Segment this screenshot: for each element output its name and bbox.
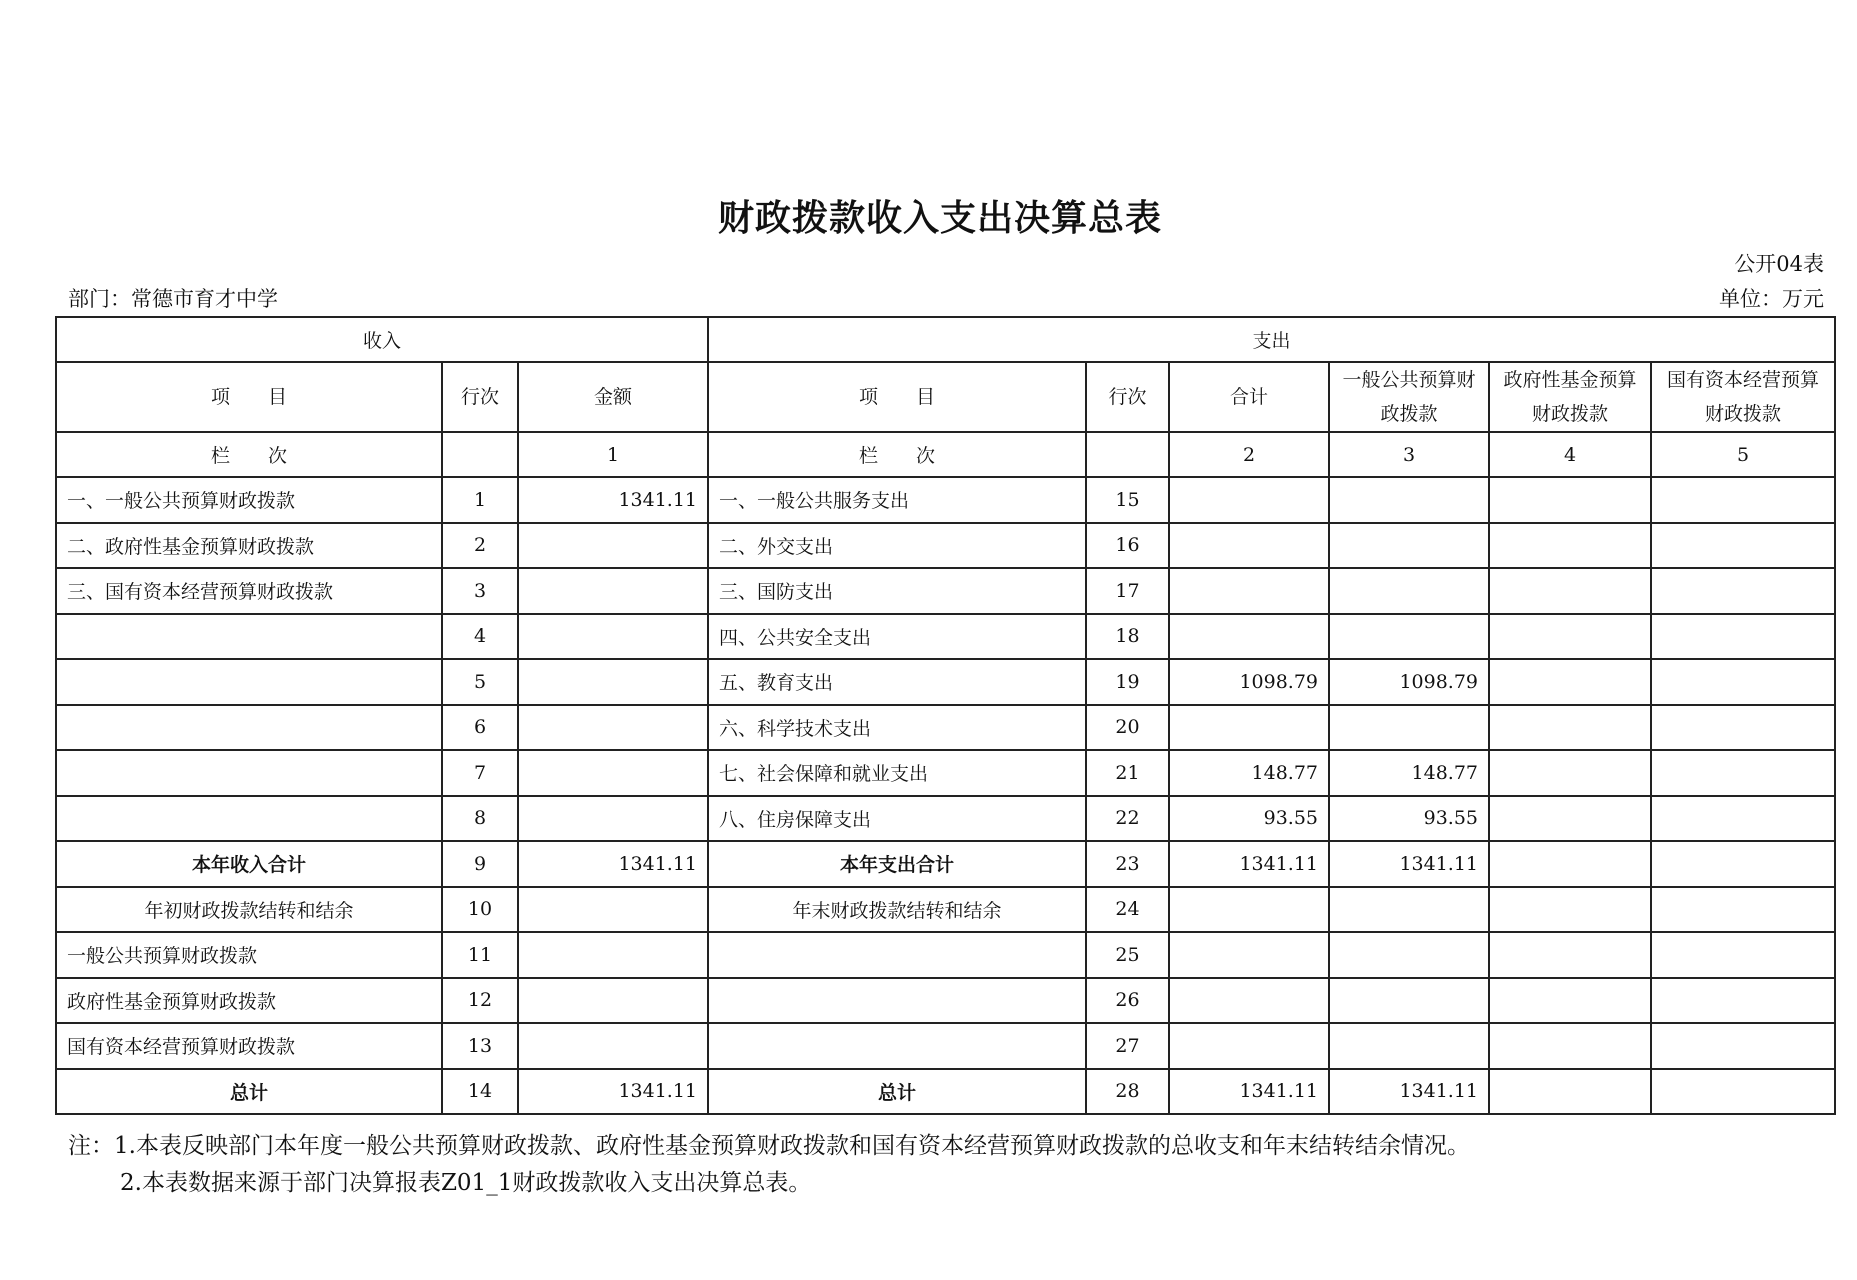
income-item-cell: 一般公共预算财政拨款: [56, 932, 442, 978]
expense-total-cell: [1169, 477, 1329, 523]
income-amount-cell: [518, 523, 708, 569]
income-row-no-cell: 1: [442, 477, 518, 523]
income-row-no-cell: 5: [442, 659, 518, 705]
income-row-no-cell: 8: [442, 796, 518, 842]
expense-item-cell: 六、科学技术支出: [708, 705, 1086, 751]
income-amount-cell: [518, 932, 708, 978]
general-budget-cell: 93.55: [1329, 796, 1489, 842]
column-index-4: 4: [1489, 432, 1651, 477]
general-budget-cell: [1329, 932, 1489, 978]
income-item-cell: 年初财政拨款结转和结余: [56, 887, 442, 933]
income-row-no-cell: 11: [442, 932, 518, 978]
income-amount-cell: [518, 705, 708, 751]
income-amount-cell: 1341.11: [518, 841, 708, 887]
table-row: [56, 568, 1835, 614]
expense-total-cell: [1169, 887, 1329, 933]
expense-total-cell: [1169, 523, 1329, 569]
expense-item-cell: 七、社会保障和就业支出: [708, 750, 1086, 796]
expense-total-cell: 93.55: [1169, 796, 1329, 842]
expense-row-no-cell: 23: [1086, 841, 1169, 887]
income-row-no-cell: 6: [442, 705, 518, 751]
column-index-3: 3: [1329, 432, 1489, 477]
expense-row-no-cell: 20: [1086, 705, 1169, 751]
general-budget-header: 一般公共预算财政拨款: [1329, 362, 1489, 432]
table-row: [56, 978, 1835, 1024]
income-item-cell: [56, 659, 442, 705]
expense-total-cell: 1341.11: [1169, 1069, 1329, 1115]
department-label: 部门：常德市育才中学: [68, 287, 278, 311]
table-row: [56, 750, 1835, 796]
expense-total-cell: 148.77: [1169, 750, 1329, 796]
gov-fund-cell: [1489, 568, 1651, 614]
income-amount-cell: [518, 568, 708, 614]
general-budget-cell: 1341.11: [1329, 841, 1489, 887]
gov-fund-cell: [1489, 750, 1651, 796]
column-index-label: 栏 次: [56, 432, 442, 477]
expense-row-no-cell: 25: [1086, 932, 1169, 978]
expense-item-cell: 年末财政拨款结转和结余: [708, 887, 1086, 933]
expense-item-cell: 四、公共安全支出: [708, 614, 1086, 660]
general-budget-cell: [1329, 614, 1489, 660]
gov-fund-header: 政府性基金预算财政拨款: [1489, 362, 1651, 432]
state-capital-cell: [1651, 978, 1835, 1024]
income-item-cell: 本年收入合计: [56, 841, 442, 887]
general-budget-cell: 1098.79: [1329, 659, 1489, 705]
table-row: [56, 614, 1835, 660]
income-amount-header: 金额: [518, 362, 708, 432]
state-capital-cell: [1651, 841, 1835, 887]
income-item-cell: 国有资本经营预算财政拨款: [56, 1023, 442, 1069]
state-capital-cell: [1651, 523, 1835, 569]
gov-fund-cell: [1489, 887, 1651, 933]
state-capital-cell: [1651, 796, 1835, 842]
state-capital-cell: [1651, 1023, 1835, 1069]
state-capital-cell: [1651, 705, 1835, 751]
income-amount-cell: [518, 978, 708, 1024]
table-row: [56, 705, 1835, 751]
income-row-no-cell: 10: [442, 887, 518, 933]
gov-fund-cell: [1489, 796, 1651, 842]
general-budget-cell: [1329, 523, 1489, 569]
table-row: [56, 1069, 1835, 1115]
income-item-cell: [56, 705, 442, 751]
income-row-no-cell: 4: [442, 614, 518, 660]
income-item-cell: 总计: [56, 1069, 442, 1115]
income-row-no-cell: 14: [442, 1069, 518, 1115]
state-capital-cell: [1651, 568, 1835, 614]
income-row-no-cell: 12: [442, 978, 518, 1024]
table-row: [56, 887, 1835, 933]
gov-fund-cell: [1489, 659, 1651, 705]
state-capital-cell: [1651, 614, 1835, 660]
expense-total-header: 合计: [1169, 362, 1329, 432]
general-budget-cell: 1341.11: [1329, 1069, 1489, 1115]
income-item-cell: [56, 796, 442, 842]
income-amount-cell: [518, 887, 708, 933]
expense-row-no-cell: 16: [1086, 523, 1169, 569]
expense-item-cell: 总计: [708, 1069, 1086, 1115]
expense-row-no-cell: 15: [1086, 477, 1169, 523]
expense-item-cell: [708, 932, 1086, 978]
footnotes: [68, 1128, 1470, 1202]
expense-item-cell: [708, 1023, 1086, 1069]
note-1: 注：1.本表反映部门本年度一般公共预算财政拨款、政府性基金预算财政拨款和国有资本经营预算财政拨款的总收支和年末结转结余情况。: [68, 1133, 1470, 1159]
income-item-cell: 三、国有资本经营预算财政拨款: [56, 568, 442, 614]
column-index-empty: [442, 432, 518, 477]
expense-total-cell: [1169, 705, 1329, 751]
report-title: 财政拨款收入支出决算总表: [717, 197, 1162, 239]
expense-row-no-cell: 17: [1086, 568, 1169, 614]
income-amount-cell: 1341.11: [518, 1069, 708, 1115]
column-index-label-expense: 栏 次: [708, 432, 1086, 477]
state-capital-cell: [1651, 477, 1835, 523]
expense-total-cell: [1169, 978, 1329, 1024]
expense-total-cell: [1169, 568, 1329, 614]
gov-fund-cell: [1489, 705, 1651, 751]
expense-row-no-cell: 28: [1086, 1069, 1169, 1115]
state-capital-cell: [1651, 932, 1835, 978]
expense-item-cell: 本年支出合计: [708, 841, 1086, 887]
income-row-no-cell: 13: [442, 1023, 518, 1069]
general-budget-cell: [1329, 477, 1489, 523]
gov-fund-cell: [1489, 477, 1651, 523]
income-row-no-cell: 3: [442, 568, 518, 614]
income-row-no-header: 行次: [442, 362, 518, 432]
expense-row-no-cell: 18: [1086, 614, 1169, 660]
general-budget-cell: [1329, 705, 1489, 751]
income-section-header: 收入: [56, 317, 708, 362]
expense-item-cell: 二、外交支出: [708, 523, 1086, 569]
expense-total-cell: 1098.79: [1169, 659, 1329, 705]
general-budget-cell: [1329, 568, 1489, 614]
income-item-cell: 二、政府性基金预算财政拨款: [56, 523, 442, 569]
income-amount-cell: [518, 1023, 708, 1069]
expense-item-cell: 五、教育支出: [708, 659, 1086, 705]
expense-item-cell: 一、一般公共服务支出: [708, 477, 1086, 523]
budget-summary-table: [55, 316, 1836, 1115]
general-budget-cell: 148.77: [1329, 750, 1489, 796]
state-capital-cell: [1651, 887, 1835, 933]
expense-row-no-cell: 22: [1086, 796, 1169, 842]
expense-total-cell: [1169, 932, 1329, 978]
table-row: [56, 932, 1835, 978]
income-amount-cell: [518, 659, 708, 705]
note-2: 2.本表数据来源于部门决算报表Z01_1财政拨款收入支出决算总表。: [120, 1170, 812, 1196]
income-item-header: 项 目: [56, 362, 442, 432]
form-code: 公开04表: [1734, 252, 1824, 276]
income-row-no-cell: 2: [442, 523, 518, 569]
expense-row-no-cell: 27: [1086, 1023, 1169, 1069]
state-capital-cell: [1651, 659, 1835, 705]
gov-fund-cell: [1489, 1023, 1651, 1069]
gov-fund-cell: [1489, 523, 1651, 569]
table-body: [56, 477, 1835, 1114]
gov-fund-cell: [1489, 614, 1651, 660]
general-budget-cell: [1329, 978, 1489, 1024]
general-budget-cell: [1329, 1023, 1489, 1069]
expense-item-cell: [708, 978, 1086, 1024]
column-index-2: 2: [1169, 432, 1329, 477]
expense-total-cell: [1169, 614, 1329, 660]
column-index-1: 1: [518, 432, 708, 477]
income-item-cell: 政府性基金预算财政拨款: [56, 978, 442, 1024]
table-row: [56, 523, 1835, 569]
income-row-no-cell: 9: [442, 841, 518, 887]
expense-item-header: 项 目: [708, 362, 1086, 432]
expense-row-no-cell: 19: [1086, 659, 1169, 705]
income-item-cell: [56, 614, 442, 660]
table-row: [56, 1023, 1835, 1069]
expense-row-no-cell: 21: [1086, 750, 1169, 796]
income-amount-cell: 1341.11: [518, 477, 708, 523]
expense-total-cell: 1341.11: [1169, 841, 1329, 887]
gov-fund-cell: [1489, 841, 1651, 887]
expense-item-cell: 八、住房保障支出: [708, 796, 1086, 842]
table-row: [56, 659, 1835, 705]
unit-label: 单位：万元: [1719, 287, 1824, 311]
state-capital-cell: [1651, 750, 1835, 796]
gov-fund-cell: [1489, 932, 1651, 978]
table-row: [56, 477, 1835, 523]
income-item-cell: 一、一般公共预算财政拨款: [56, 477, 442, 523]
table-row: [56, 841, 1835, 887]
income-row-no-cell: 7: [442, 750, 518, 796]
expense-item-cell: 三、国防支出: [708, 568, 1086, 614]
column-index-5: 5: [1651, 432, 1835, 477]
state-capital-cell: [1651, 1069, 1835, 1115]
table-row: [56, 796, 1835, 842]
income-amount-cell: [518, 614, 708, 660]
gov-fund-cell: [1489, 978, 1651, 1024]
expense-row-no-header: 行次: [1086, 362, 1169, 432]
income-amount-cell: [518, 750, 708, 796]
general-budget-cell: [1329, 887, 1489, 933]
expense-total-cell: [1169, 1023, 1329, 1069]
expense-row-no-cell: 24: [1086, 887, 1169, 933]
expense-row-no-cell: 26: [1086, 978, 1169, 1024]
column-index-empty-expense: [1086, 432, 1169, 477]
gov-fund-cell: [1489, 1069, 1651, 1115]
income-item-cell: [56, 750, 442, 796]
income-amount-cell: [518, 796, 708, 842]
expense-section-header: 支出: [708, 317, 1835, 362]
state-capital-header: 国有资本经营预算财政拨款: [1651, 362, 1835, 432]
